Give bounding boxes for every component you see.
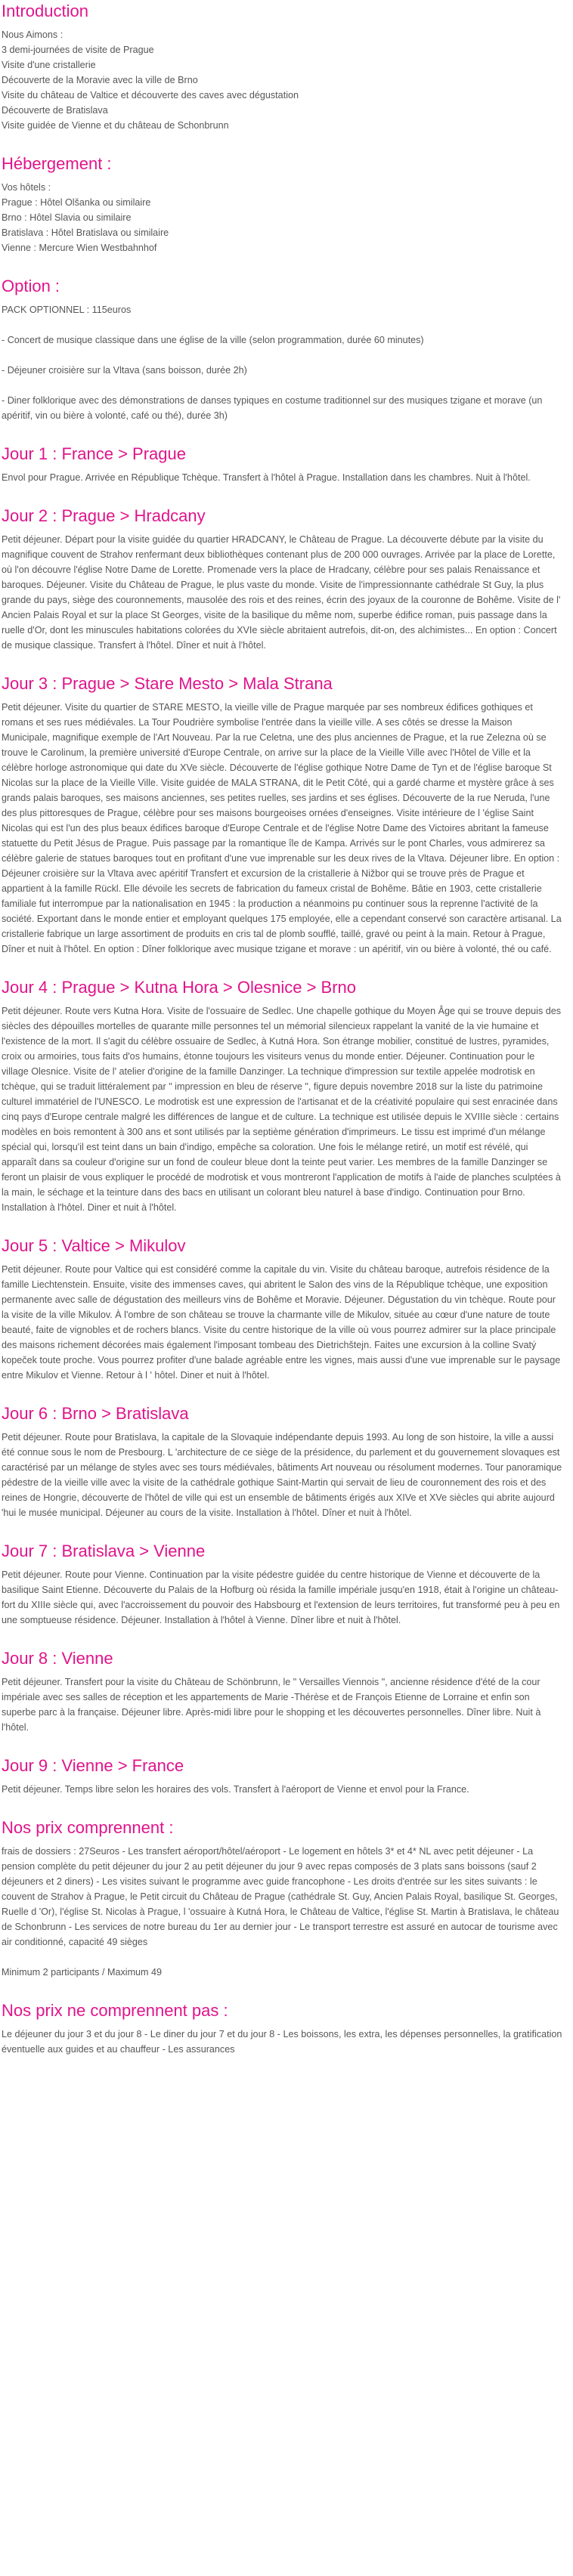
- day-text: Petit déjeuner. Route pour Vienne. Continuation par la visite pédestre guidée du centre historique de Vienne et découverte de la basilique Saint Etienne. Découverte du Palais de la Hofburg où résida la famille impériale jusqu'en 1918, était à l'origine un château-fort du XIIIe siècle qui, avec l'accroissement du pouvoir des Habsbourg et l'extension de leurs territoires, fut transformé peu à peu en une somptueuse résidence. Déjeuner. Installation à l'hôtel à Vienne. Dîner libre et nuit à l'hôtel.: [2, 1569, 560, 1625]
- prix-ne-comprennent-text: Le déjeuner du jour 3 et du jour 8 - Le diner du jour 7 et du jour 8 - Les boissons, les extra, les dépenses personnelles, la gratification éventuelle aux guides et au chauffeur - Les assurances: [2, 2029, 562, 2055]
- section-day-8: [2, 1647, 562, 1735]
- section-day-9: [2, 1755, 562, 1797]
- day-title: Jour 5 : Valtice > Mikulov: [2, 1236, 186, 1255]
- section-title-hebergement: Hébergement :: [2, 154, 112, 173]
- hebergement-list: [2, 180, 562, 255]
- introduction-line: Visite du château de Valtice et découverte des caves avec dégustation: [2, 90, 299, 101]
- participants-line: Minimum 2 participants / Maximum 49: [2, 1967, 163, 1978]
- option-item: - Diner folklorique avec des démonstrations de danses typiques en costume traditionnel sur des musiques tzigane et morave (un apéritif, vin ou bière à volonté, café ou thé), durée 3h): [2, 395, 543, 421]
- hebergement-line: Brno : Hôtel Slavia ou similaire: [2, 212, 132, 223]
- section-title-option: Option :: [2, 277, 60, 295]
- section-day-7: [2, 1540, 562, 1628]
- section-prix-comprennent: [2, 1817, 562, 1980]
- option-pack-line: PACK OPTIONNEL : 115euros: [2, 305, 132, 315]
- day-text: Envol pour Prague. Arrivée en République Tchèque. Transfert à l'hôtel à Prague. Installation dans les chambres. Nuit à l'hôtel.: [2, 472, 531, 483]
- hebergement-line: Vienne : Mercure Wien Westbahnhof: [2, 243, 157, 253]
- day-title: Jour 2 : Prague > Hradcany: [2, 506, 206, 525]
- day-text: Petit déjeuner. Route pour Bratislava, la capitale de la Slovaquie indépendante depuis 1993. Au long de son histoire, la ville a aussi été connue sous le nom de Presbourg. L 'architecture de ce siège de la présidence, du parlement et du gouvernement slovaques est caractérisé par un mélange de styles avec ses tours médiévales, bâtiments Art nouveau ou résolument modernes. Tour panoramique pédestre de la vieille ville avec la visite de la cathédrale gothique Saint-Martin qui servait de lieu de couronnement des rois et des reines de Hongrie, découverte de l'hôtel de ville qui est un ensemble de bâtiments érigés aux XIVe et XVe siècles qui abrite aujourd 'hui le musée municipal. Déjeuner au cours de la visite. Installation à l'hôtel. Dîner et nuit à l'hôtel.: [2, 1432, 562, 1518]
- section-day-5: [2, 1235, 562, 1383]
- day-title: Jour 6 : Brno > Bratislava: [2, 1404, 189, 1423]
- section-hebergement: [2, 153, 562, 255]
- section-prix-ne-comprennent: [2, 1999, 562, 2057]
- prix-comprennent-text: frais de dossiers : 27Seuros - Les transfert aéroport/hôtel/aéroport - Le logement en hôtels 3* et 4* NL avec petit déjeuner - La pension complète du petit déjeuner du jour 2 au petit déjeuner du jour 9 avec repas composés de 3 plats sans boissons (sauf 2 déjeuners et 2 diners) - Les visites suivant le programme avec guide francophone - Les droits d'entrée sur les sites suivants : le couvent de Strahov à Prague, le Petit circuit du Château de Prague (cathédrale St. Guy, Ancien Palais Royal, basilique St. Georges, Ruelle d 'Or), l'église St. Nicolas à Prague, l 'ossuaire à Kutná Hora, le Château de Valtice, l'église St. Martin à Bratislava, le château de Schonbrunn - Les services de notre bureau du 1er au dernier jour - Le transport terrestre est assuré en autocar de tourisme avec air conditionné, capacité 49 sièges: [2, 1846, 559, 1947]
- section-option: [2, 275, 562, 423]
- hebergement-line: Vos hôtels :: [2, 182, 51, 193]
- introduction-line: Nous Aimons :: [2, 29, 63, 40]
- day-text: Petit déjeuner. Route vers Kutna Hora. Visite de l'ossuaire de Sedlec. Une chapelle gothique du Moyen Âge qui se trouve depuis des siècles des dépouilles mortelles de quarante mille personnes tel un mémorial silencieux rappelant la vanité de la vie humaine et l'existence de la mort. Il s'agit du célèbre ossuaire de Sedlec, à Kutná Hora. Son étrange mobilier, constitué de lustres, pyramides, croix ou armoiries, tous faits d'os humains, étonne toujours les visiteurs venus du monde entier. Déjeuner. Continuation pour le village Olesnice. Visite de l' atelier d'origine de la famille Danzinger. La technique d'impression sur textile appelée modrotisk en tchèque, qui se traduit littéralement par " impression en bleu de réserve ", figure depuis novembre 2018 sur la liste du patrimoine culturel immatériel de l'UNESCO. Le modrotisk est une expression de l'artisanat et de la créativité populaire qui sest enracinée dans cinq pays d'Europe centrale malgré les différences de langue et de culture. La technique est utilisée depuis le XVIIIe siècle : certains modèles en bois remontent à 300 ans et sont utilisés par la septième génération d'imprimeurs. Le tissu est imprimé d'un mélange spécial qui, lorsqu'il est teint dans un bain d'indigo, empêche sa coloration. Une fois le mélange retiré, un motif est révélé, qui apparaît dans sa couleur d'origine sur un fond de couleur bleue dont la teinte peut varier. Les membres de la famille Danzinger se feront un plaisir de vous expliquer le procédé de modrotisk et vous montreront l'application de motifs à l'aide de planches sculptées à la main, le séchage et la teinture dans des bacs en utilisant un colorant bleu naturel à base d'indigo. Continuation pour Brno. Installation à l'hôtel. Diner et nuit à l'hôtel.: [2, 1006, 562, 1213]
- section-title-prix-ne-comprennent: Nos prix ne comprennent pas :: [2, 2001, 228, 2020]
- introduction-list: [2, 27, 562, 133]
- introduction-line: Visite guidée de Vienne et du château de Schonbrunn: [2, 120, 229, 131]
- day-title: Jour 4 : Prague > Kutna Hora > Olesnice > Brno: [2, 978, 356, 997]
- section-day-6: [2, 1402, 562, 1520]
- day-text: Petit déjeuner. Transfert pour la visite du Château de Schönbrunn, le " Versailles Viennois ", ancienne résidence d'été de la cour impériale avec ses salles de réception et les appartements de Marie -Thérèse et de François Etienne de Lorraine et enfin son superbe parc à la française. Déjeuner libre. Après-midi libre pour le shopping et les découvertes personnelles. Dîner libre. Nuit à l'hôtel.: [2, 1677, 541, 1733]
- day-text: Petit déjeuner. Visite du quartier de STARE MESTO, la vieille ville de Prague marquée par ses nombreux édifices gothiques et romans et ses rues médiévales. La Tour Poudrière symbolise l'entrée dans la vieille ville. A ses côtés se dresse la Maison Municipale, magnifique exemple de l'Art Nouveau. Par la rue Celetna, une des plus anciennes de Prague, et la rue Zelezna où se trouve le Carolinum, la première université d'Europe Centrale, on arrive sur la place de la Vieille Ville avec l'Hôtel de Ville et la célèbre horloge astronomique qui date du XVe siècle. Découverte de l'église gothique Notre Dame de Tyn et de l'église baroque St Nicolas sur la place de la Vieille Ville. Visite guidée de MALA STRANA, dit le Petit Côté, qui a gardé charme et mystère grâce à ses grands palais baroques, ses maisons anciennes, ses petites ruelles, ses jardins et ses églises. Découverte de la rue Neruda, l'une des plus pittoresques de Prague, célèbre pour ses maisons bourgeoises ornées d'enseignes. Visite intérieure de l 'église Saint Nicolas qui est l'un des plus beaux édifices baroque d'Europe Centrale et de l'église Notre Dame des Victoires abritant la fameuse statuette du Petit Jésus de Prague. Puis passage par la romantique île de Kampa. Arrivés sur le pont Charles, vous admirerez sa célèbre galerie de statues baroques tout en profitant d'une vue imprenable sur les deux rives de la Vltava. Déjeuner libre. En option : Déjeuner croisière sur la Vltava avec apéritif Transfert et excursion de la cristallerie à Nižbor qui se trouve près de Prague et appartient à la famille Rückl. Elle dévoile les secrets de fabrication du fameux cristal de Bohême. Bâtie en 1903, cette cristallerie familiale fut interrompue par la nationalisation en 1945 : la production a néanmoins pu continuer sous la reprenne l'activité de la société. Exportant dans le monde entier et employant quelques 175 employée, elle a cependant conservé son caractère artisanal. La cristallerie fabrique un large assortiment de produits en cris tal de plomb soufflé, taillé, gravé ou peint à la main. Retour à Prague, Dîner et nuit à l'hôtel. En option : Dîner folklorique avec musique tzigane et morave : un apéritif, vin ou bière à volonté, thé ou café.: [2, 702, 562, 954]
- day-title: Jour 8 : Vienne: [2, 1649, 113, 1668]
- hebergement-line: Bratislava : Hôtel Bratislava ou similaire: [2, 227, 169, 238]
- day-text: Petit déjeuner. Temps libre selon les horaires des vols. Transfert à l'aéroport de Vienne et envol pour la France.: [2, 1784, 469, 1795]
- section-day-1: [2, 443, 562, 485]
- option-item: - Déjeuner croisière sur la Vltava (sans boisson, durée 2h): [2, 365, 247, 376]
- day-text: Petit déjeuner. Route pour Valtice qui est considéré comme la capitale du vin. Visite du château baroque, autrefois résidence de la famille Liechtenstein. Ensuite, visite des immenses caves, qui abritent le Salon des vins de la République tchèque, une exposition permanente avec salle de dégustation des meilleurs vins de Bohême et Moravie. Déjeuner. Dégustation du vin tchèque. Route pour la visite de la ville Mikulov. À l'ombre de son château se trouve la charmante ville de Mikulov, située au cœur d'une nature de toute beauté, faite de vignobles et de rochers blancs. Visite du centre historique de la ville où vous pourrez admirer sur la place principale des maisons richement décorées mais également l'imposant tombeau des Dietrichštejn. Faites une excursion à la colline Svatý kopeček toute proche. Vous pourrez profiter d'une balade agréable entre les vignes, mais aussi d'une vue imprenable sur le paysage entre Mikulov et Vienne. Retour à l ' hôtel. Diner et nuit à l'hôtel.: [2, 1264, 561, 1381]
- day-title: Jour 1 : France > Prague: [2, 444, 186, 463]
- day-title: Jour 3 : Prague > Stare Mesto > Mala Strana: [2, 674, 333, 693]
- day-title: Jour 7 : Bratislava > Vienne: [2, 1542, 206, 1560]
- day-title: Jour 9 : Vienne > France: [2, 1756, 184, 1775]
- introduction-line: 3 demi-journées de visite de Prague: [2, 45, 154, 55]
- hebergement-line: Prague : Hôtel Olšanka ou similaire: [2, 197, 151, 208]
- introduction-line: Visite d'une cristallerie: [2, 60, 96, 70]
- section-title-introduction: Introduction: [2, 2, 88, 20]
- section-title-prix-comprennent: Nos prix comprennent :: [2, 1818, 174, 1837]
- introduction-line: Découverte de la Moravie avec la ville de Brno: [2, 75, 198, 85]
- introduction-line: Découverte de Bratislava: [2, 105, 108, 116]
- section-introduction: [2, 0, 562, 133]
- option-item: - Concert de musique classique dans une église de la ville (selon programmation, durée 60 minutes): [2, 335, 424, 345]
- section-day-2: [2, 505, 562, 653]
- day-text: Petit déjeuner. Départ pour la visite guidée du quartier HRADCANY, le Château de Prague. La découverte débute par la visite du magnifique couvent de Strahov renfermant deux bibliothèques contenant plus de 200 000 ouvrages. Arrivée par la place de Lorette, où l'on découvre l'église Notre Dame de Lorette. Promenade vers la place de Hradcany, célèbre pour ses palais Renaissance et baroques. Déjeuner. Visite du Château de Prague, le plus vaste du monde. Visite de l'impressionnante cathédrale St Guy, la plus grande du pays, siège des couronnements, mausolée des rois et des reines, écrin des joyaux de la couronne de Bohême. Visite de l' Ancien Palais Royal et sur la place St Georges, visite de la basilique du même nom, superbe édifice roman, puis passage dans la ruelle d'Or, dont les minuscules habitations colorées du XVIe siècle abritaient autrefois, dit-on, des alchimistes... En option : Concert de musique classique. Transfert à l'hôtel. Dîner et nuit à l'hôtel.: [2, 534, 561, 651]
- section-day-4: [2, 976, 562, 1215]
- section-day-3: [2, 673, 562, 957]
